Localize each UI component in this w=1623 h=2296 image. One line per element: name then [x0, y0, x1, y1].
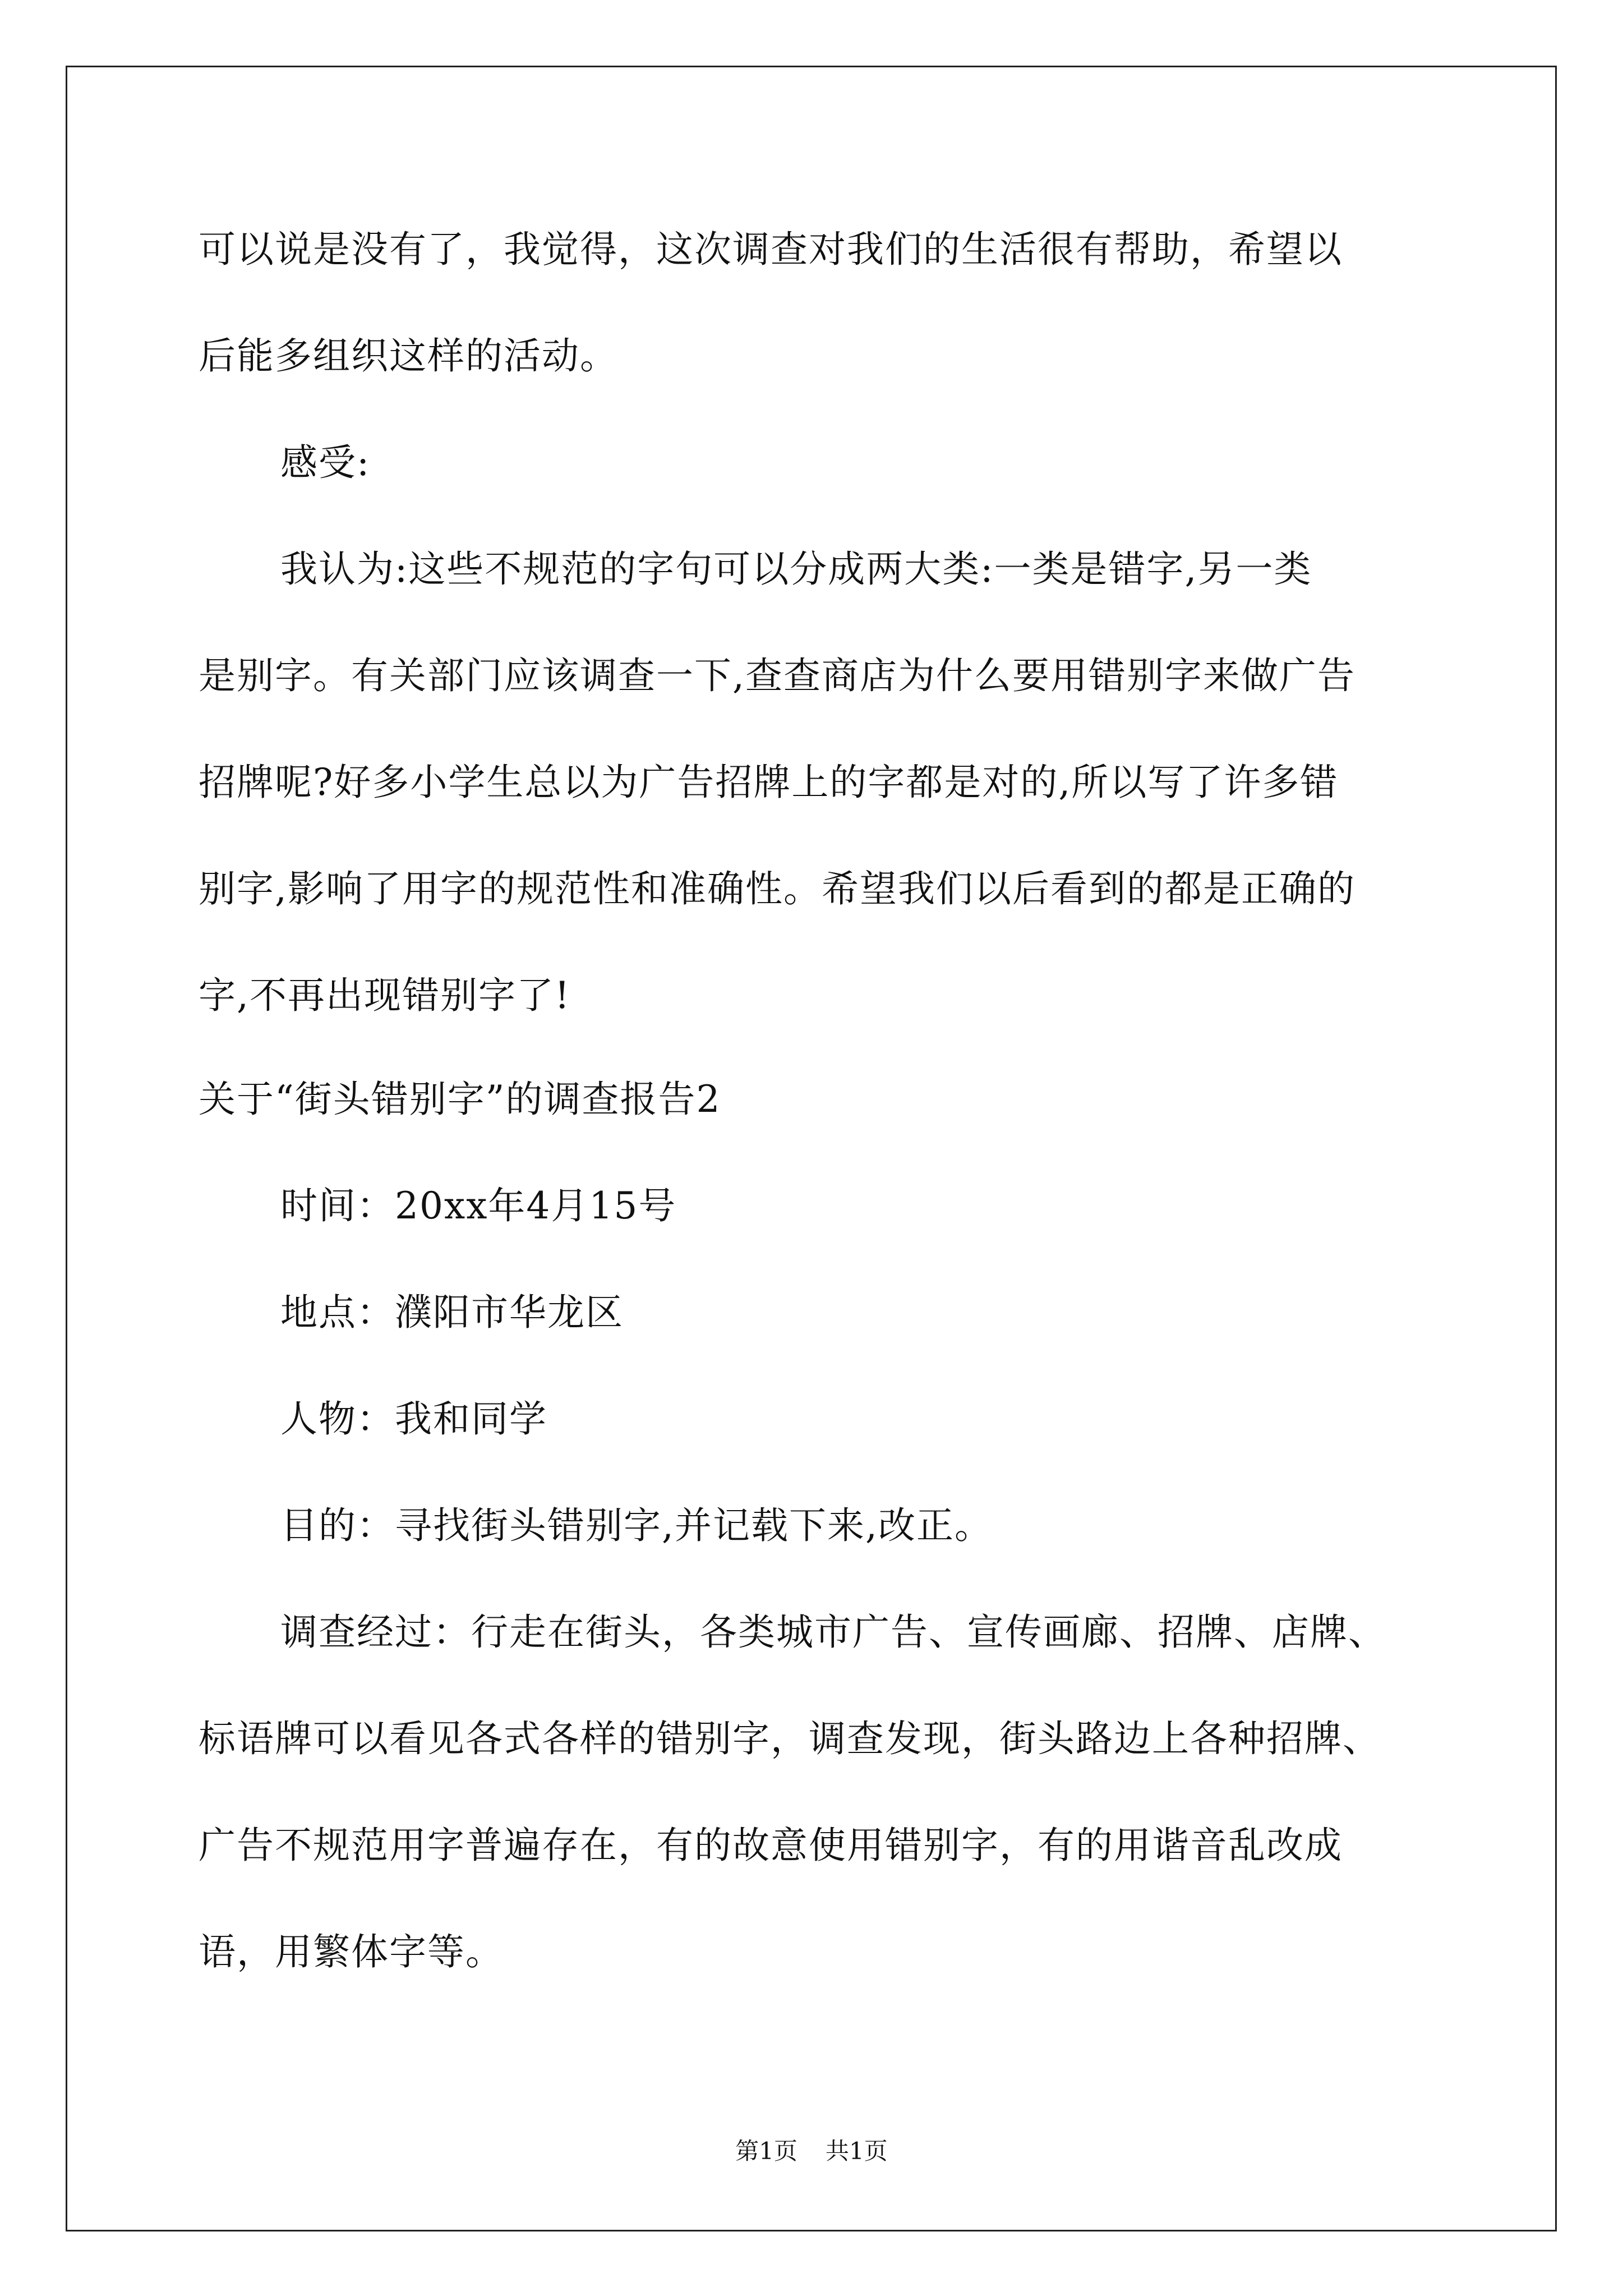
text-line: 调查经过：行走在街头，各类城市广告、宣传画廊、招牌、店牌、 [280, 1611, 1386, 1654]
page-border [66, 66, 1557, 2231]
text-line: 标语牌可以看见各式各样的错别字，调查发现，街头路边上各种招牌、 [199, 1717, 1381, 1760]
report-place: 地点：濮阳市华龙区 [280, 1291, 624, 1334]
text-line: 招牌呢?好多小学生总以为广告招牌上的字都是对的,所以写了许多错 [199, 761, 1339, 804]
text-line: 是别字。有关部门应该调查一下,查查商店为什么要用错别字来做广告 [199, 654, 1355, 697]
page-number-total: 共1页 [826, 2137, 888, 2165]
text-line: 语，用繁体字等。 [199, 1930, 504, 1973]
text-line: 可以说是没有了，我觉得，这次调查对我们的生活很有帮助，希望以 [199, 228, 1343, 271]
report-people: 人物：我和同学 [280, 1397, 547, 1441]
report-title: 关于“街头错别字”的调查报告2 [199, 1078, 721, 1121]
report-time: 时间：20xx年4月15号 [280, 1184, 677, 1227]
page-number-current: 第1页 [735, 2137, 797, 2165]
text-line: 字,不再出现错别字了! [199, 974, 571, 1017]
section-heading-feeling: 感受: [280, 441, 371, 484]
report-purpose: 目的：寻找街头错别字,并记载下来,改正。 [280, 1504, 993, 1547]
text-line: 广告不规范用字普遍存在，有的故意使用错别字，有的用谐音乱改成 [199, 1824, 1343, 1867]
page-footer [0, 2134, 1623, 2168]
text-line: 我认为:这些不规范的字句可以分成两大类:一类是错字,另一类 [280, 547, 1312, 591]
text-line: 后能多组织这样的活动。 [199, 334, 618, 378]
text-line: 别字,影响了用字的规范性和准确性。希望我们以后看到的都是正确的 [199, 867, 1355, 910]
